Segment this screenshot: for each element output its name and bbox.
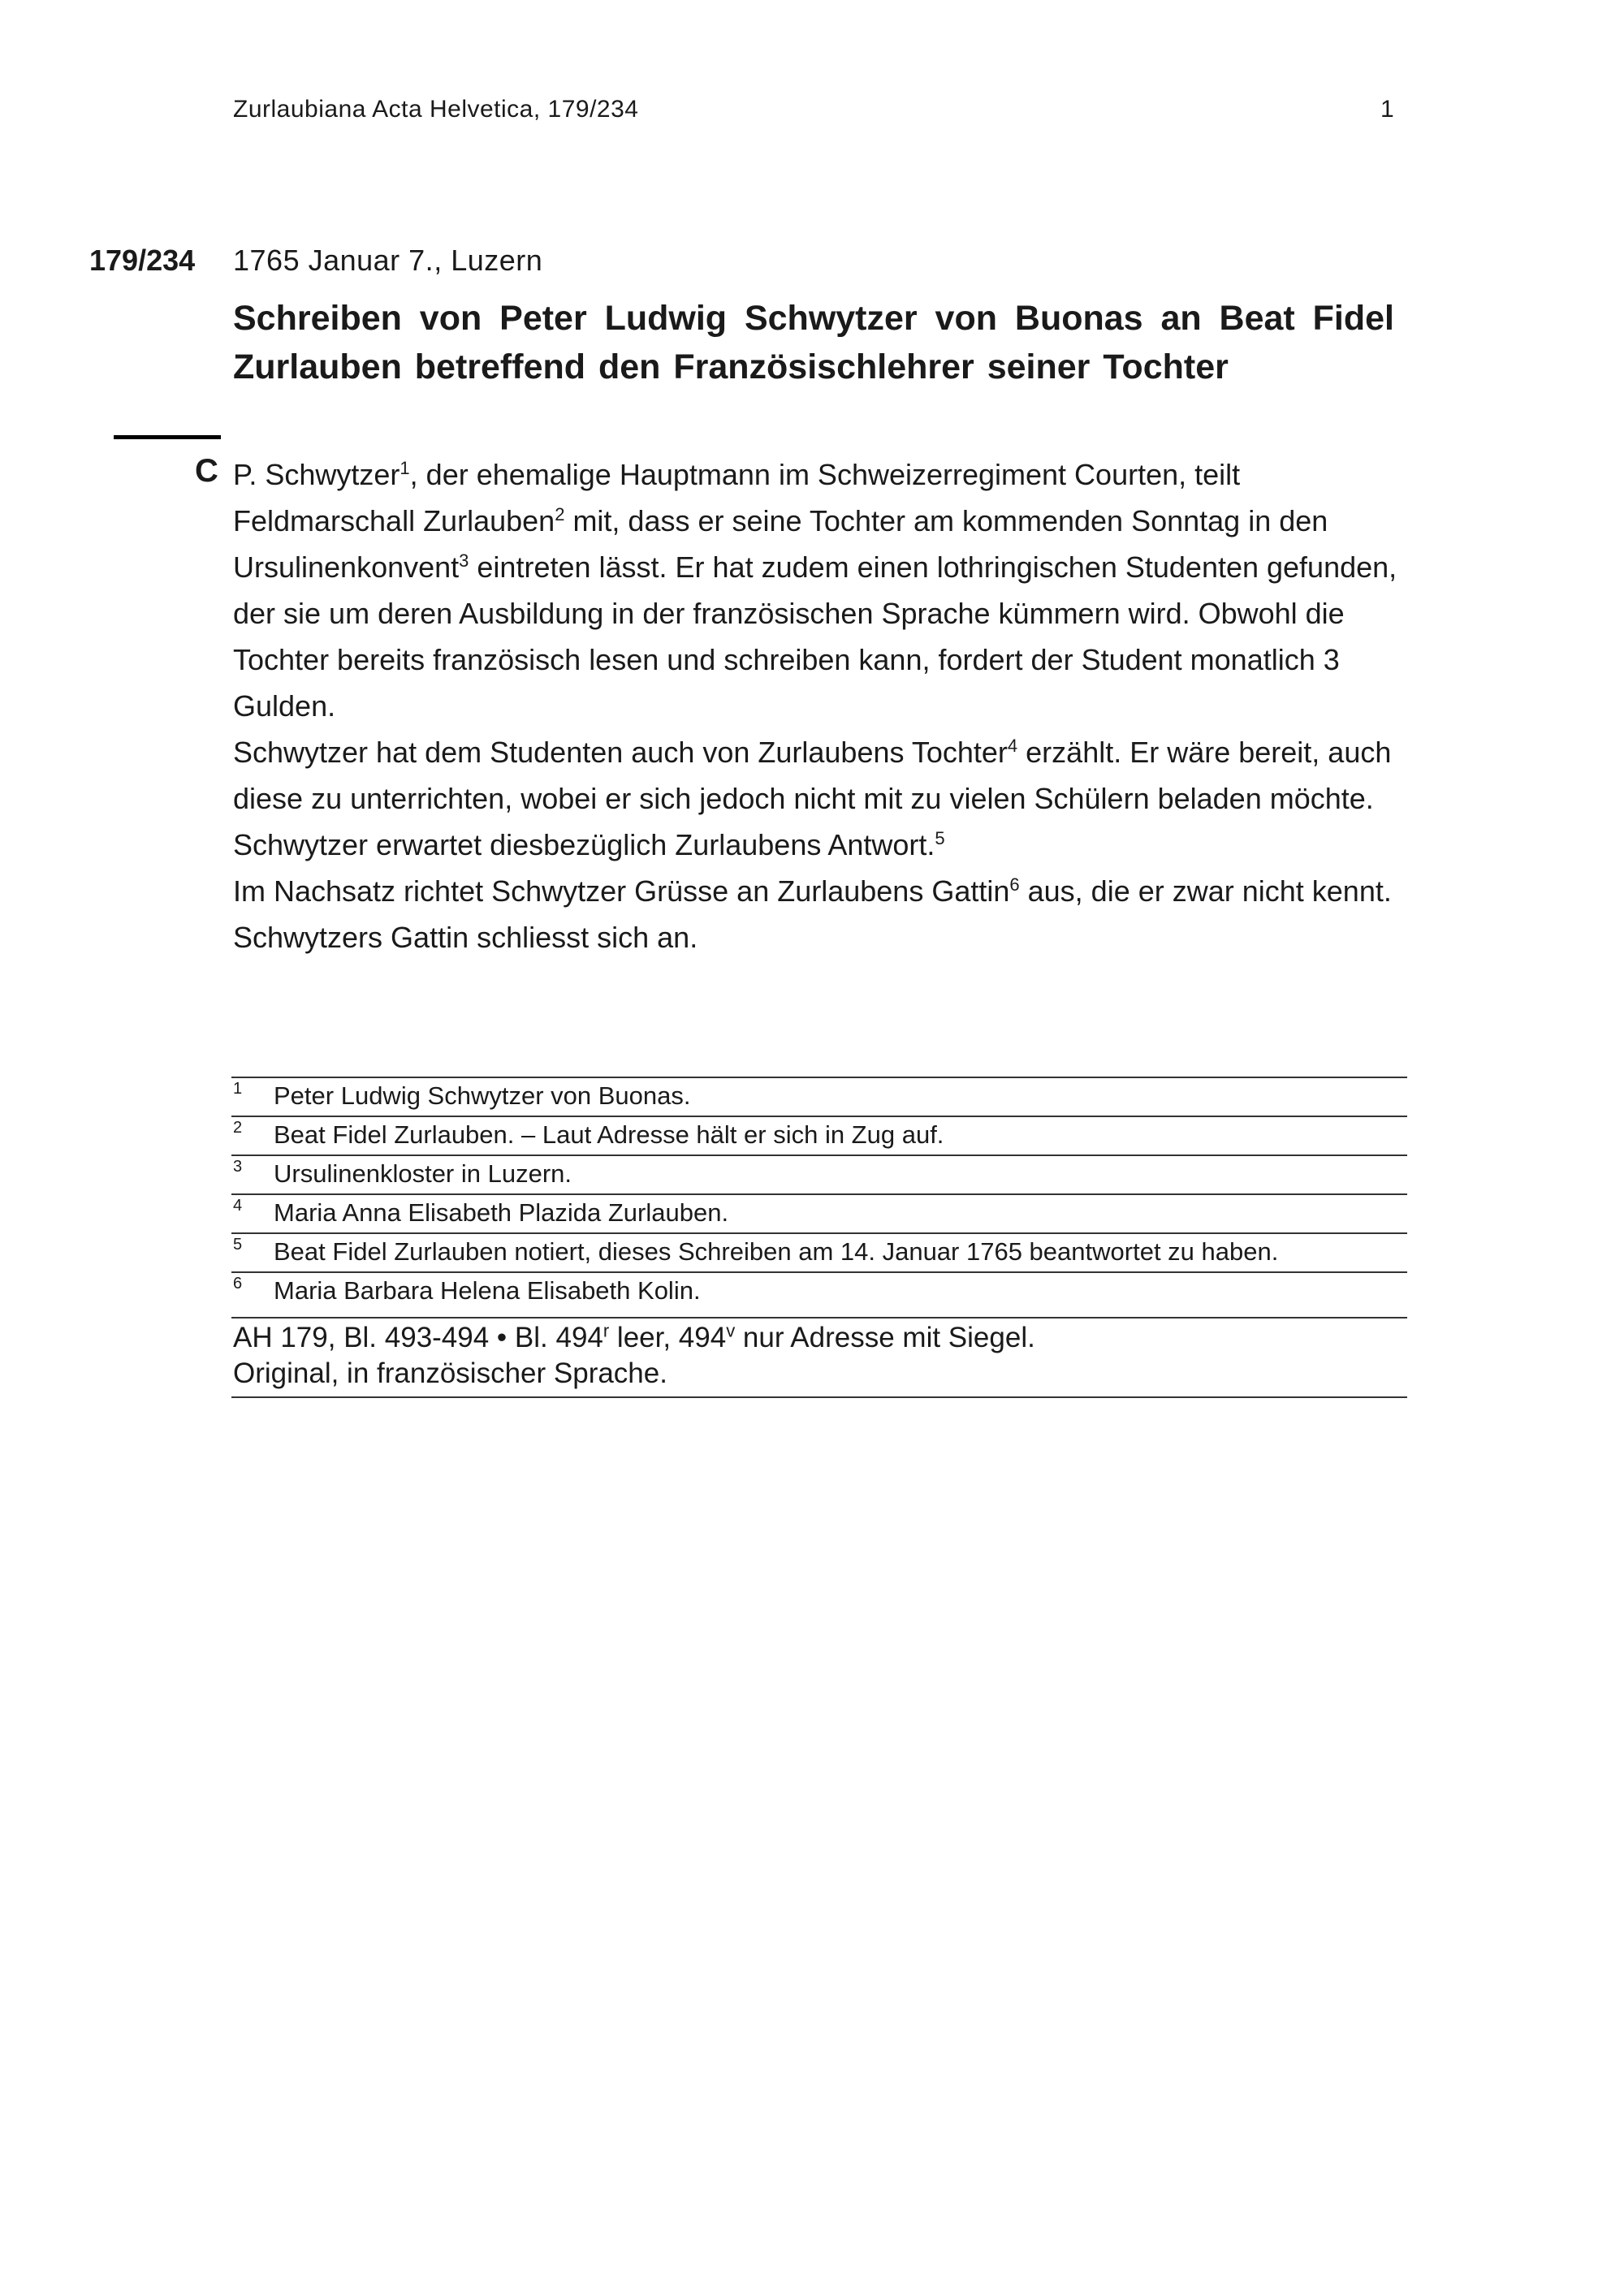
footnote-text: Peter Ludwig Schwytzer von Buonas. [274,1081,691,1110]
summary-text: Im Nachsatz richtet Schwytzer Grüsse an Zurlaubens Gattin [233,874,1010,908]
footnote-text: Beat Fidel Zurlauben. – Laut Adresse hält er sich in Zug auf. [274,1120,944,1149]
footnote-ref-1[interactable]: 1 [400,458,410,478]
footnote-text: Ursulinenkloster in Luzern. [274,1159,572,1188]
footnote-number: 6 [233,1275,243,1293]
document-title: Schreiben von Peter Ludwig Schwytzer von Buonas an Beat Fidel Zurlauben betreffend den Französischlehrer seiner Tochter [233,299,1394,386]
margin-rule [114,435,221,439]
summary-paragraph [233,451,1402,729]
summary-text: Schwytzer hat dem Studenten auch von Zurlaubens Tochter [233,736,1008,769]
source-line: Original, in französischer Sprache. [233,1357,667,1389]
summary-text: mit, dass er seine Tochter am kommenden Sonntag in den Ursulinenkonvent [233,504,1328,584]
source-line [233,1320,1407,1356]
footnote-row [231,1193,1407,1232]
summary-paragraph [233,868,1402,960]
source-block [231,1317,1407,1398]
footnote-number: 2 [233,1119,243,1137]
summary-text: P. Schwytzer [233,458,400,491]
footnote-ref-4[interactable]: 4 [1007,736,1018,756]
document-number: 179/234 [89,244,196,277]
summary-text: eintreten lässt. Er hat zudem einen lothringischen Studenten gefunden, der sie um deren Ausbildung in der französischen Sprache kümmern wird. Obwohl die Tochter bereits französisch lesen und schreiben kann, fordert der Student monatlich 3 Gulden. [233,550,1397,723]
footnote-number: 1 [233,1080,243,1098]
summary-text: aus, die er zwar nicht kennt. Schwytzers Gattin schliesst sich an. [233,874,1392,954]
margin-letter: C [195,453,218,489]
footnote-ref-5[interactable]: 5 [935,828,945,848]
verso-mark: v [726,1320,736,1341]
footnote-row [231,1116,1407,1154]
footnote-number: 5 [233,1236,243,1254]
footnote-row [231,1271,1407,1310]
footnote-ref-2[interactable]: 2 [555,504,565,524]
footnote-text: Beat Fidel Zurlauben notiert, dieses Schreiben am 14. Januar 1765 beantwortet zu haben. [274,1237,1279,1266]
summary [233,451,1402,960]
summary-text: erzählt. Er wäre bereit, auch diese zu unterrichten, wobei er sich jedoch nicht mit zu vielen Schülern beladen möchte. [233,736,1392,815]
footnotes [231,1077,1407,1398]
summary-paragraph [233,729,1402,822]
source-text: nur Adresse mit Siegel. [735,1322,1035,1353]
summary-text: , der ehemalige Hauptmann im Schweizerregiment Courten, teilt Feldmarschall Zurlauben [233,458,1241,537]
summary-paragraph [233,822,1402,868]
footnote-text: Maria Barbara Helena Elisabeth Kolin. [274,1276,701,1305]
summary-text: Schwytzer erwartet diesbezüglich Zurlaubens Antwort. [233,828,935,861]
source-text: leer, 494 [609,1322,727,1353]
page-number: 1 [1380,96,1394,123]
footnote-ref-6[interactable]: 6 [1009,874,1020,895]
recto-mark: r [603,1320,610,1341]
running-head: Zurlaubiana Acta Helvetica, 179/234 [233,96,639,123]
footnote-ref-3[interactable]: 3 [459,550,469,571]
footnote-number: 3 [233,1158,243,1176]
footnote-row [231,1077,1407,1116]
source-text: AH 179, Bl. 493-494 • Bl. 494 [233,1322,603,1353]
footnote-text: Maria Anna Elisabeth Plazida Zurlauben. [274,1198,729,1227]
footnote-number: 4 [233,1197,243,1215]
footnote-row [231,1232,1407,1271]
footnote-row [231,1154,1407,1193]
document-date-place: 1765 Januar 7., Luzern [233,244,543,277]
